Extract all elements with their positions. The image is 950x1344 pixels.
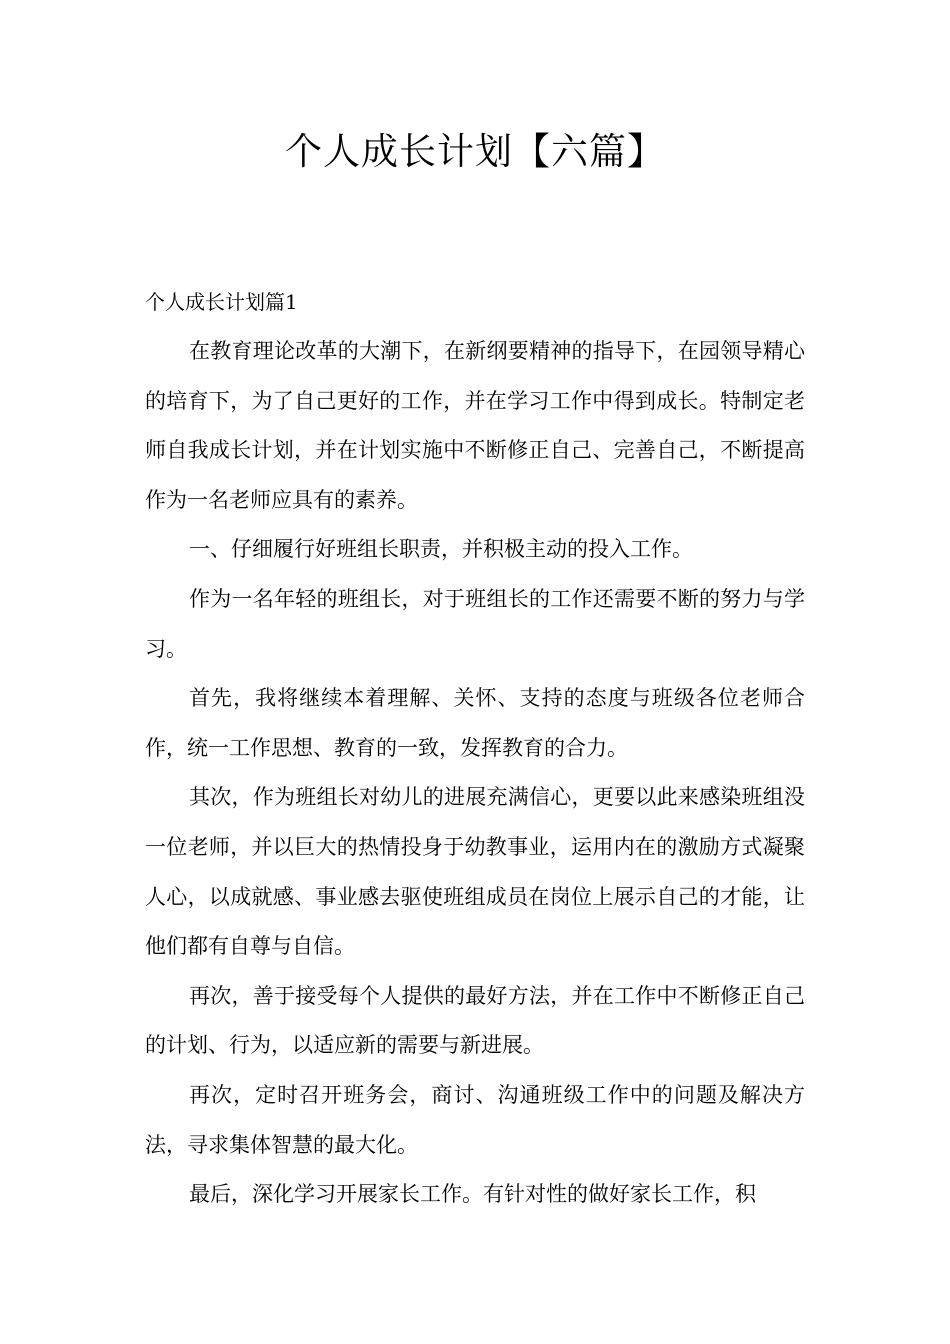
paragraph: 首先，我将继续本着理解、关怀、支持的态度与班级各位老师合作，统一工作思想、教育的一致，发挥教育的合力。	[145, 686, 805, 760]
paragraph: 再次，定时召开班务会，商讨、沟通班级工作中的问题及解决方法，寻求集体智慧的最大化。	[145, 1082, 805, 1157]
paragraph: 最后，深化学习开展家长工作。有针对性的做好家长工作，积	[189, 1182, 756, 1207]
paragraph: 其次，作为班组长对幼儿的进展充满信心，更要以此来感染班组没一位老师，并以巨大的热情投身于幼教事业，运用内在的激励方式凝聚人心，以成就感、事业感去驱使班组成员在岗位上展示自己的才能，让他们都有自尊与自信。	[145, 785, 805, 959]
section-heading: 个人成长计划篇1	[145, 290, 298, 314]
document-body	[145, 327, 805, 1220]
paragraph: 再次，善于接受每个人提供的最好方法，并在工作中不断修正自己的计划、行为，以适应新的需要与新进展。	[145, 983, 805, 1058]
document-title: 个人成长计划【六篇】	[285, 130, 665, 173]
paragraph: 在教育理论改革的大潮下，在新纲要精神的指导下，在园领导精心的培育下，为了自己更好的工作，并在学习工作中得到成长。特制定老师自我成长计划，并在计划实施中不断修正自己、完善自己，不断提高作为一名老师应具有的素养。	[145, 339, 805, 512]
paragraph: 作为一名年轻的班组长，对于班组长的工作还需要不断的努力与学习。	[145, 586, 805, 661]
paragraph: 一、仔细履行好班组长职责，并积极主动的投入工作。	[189, 537, 693, 562]
